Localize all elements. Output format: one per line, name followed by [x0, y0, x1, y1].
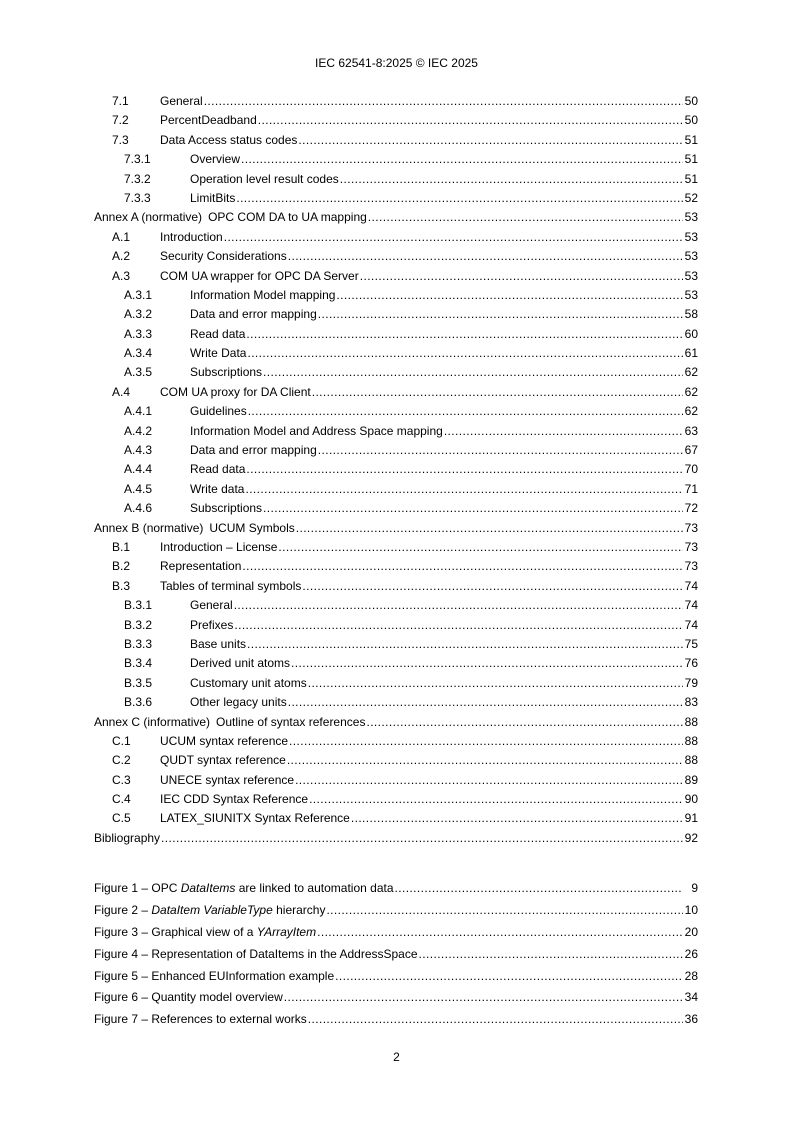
toc-entry[interactable]	[94, 286, 698, 305]
toc-entry-title: Information Model mapping	[190, 287, 336, 302]
toc-entry-page: 52	[684, 190, 698, 205]
dot-leader	[288, 693, 683, 712]
toc-entry-number: C.4	[112, 792, 131, 807]
toc-entry-number: B.3.3	[124, 636, 153, 651]
toc-entry-page: 63	[684, 423, 698, 438]
toc-entry-page: 53	[684, 229, 698, 244]
dot-leader	[248, 402, 683, 421]
toc-entry-number: Annex A (normative)	[94, 210, 203, 225]
toc-entry[interactable]	[94, 441, 698, 460]
dot-leader	[368, 208, 683, 227]
dot-leader	[263, 363, 683, 382]
toc-entry[interactable]	[94, 538, 698, 557]
toc-entry-title: COM UA wrapper for OPC DA Server	[160, 268, 359, 283]
toc-entry-number: A.4.6	[124, 501, 153, 516]
toc-entry-number: A.4.3	[124, 443, 153, 458]
dot-leader	[224, 228, 683, 247]
toc-entry-number: Annex C (informative)	[94, 714, 211, 729]
dot-leader	[289, 732, 683, 751]
toc-entry-page: 73	[684, 520, 698, 535]
toc-entry-page: 53	[684, 210, 698, 225]
figure-title-emphasis: YArrayItem	[256, 924, 317, 939]
dot-leader	[318, 441, 683, 460]
toc-entry-page: 51	[684, 171, 698, 186]
toc-entry[interactable]	[94, 519, 698, 538]
toc-entry-title: Information Model and Address Space mapping	[190, 423, 443, 438]
toc-entry-number: 7.1	[112, 94, 129, 108]
toc-entry-number: A.3.2	[124, 307, 153, 322]
toc-entry-title: Introduction	[160, 229, 223, 244]
dot-leader	[204, 92, 683, 111]
toc-entry-page: 62	[684, 365, 698, 380]
toc-entry[interactable]	[94, 363, 698, 382]
list-of-figures	[94, 878, 698, 1031]
toc-entry-page: 53	[684, 268, 698, 283]
figure-entry-page: 36	[684, 1012, 698, 1027]
toc-entry-number: 7.3	[112, 132, 129, 147]
toc-entry-page: 60	[684, 326, 698, 341]
toc-entry-number: B.3	[112, 578, 131, 593]
toc-entry-page: 50	[684, 94, 698, 108]
figure-title-emphasis: DataItems	[180, 881, 236, 895]
figure-entry-title	[94, 900, 325, 922]
toc-entry-number: A.4.4	[124, 462, 153, 477]
figure-entry-title	[94, 922, 316, 944]
dot-leader	[296, 519, 683, 538]
toc-entry-title: Data and error mapping	[190, 307, 317, 322]
toc-entry-page: 72	[684, 501, 698, 516]
toc-entry[interactable]	[94, 460, 698, 479]
toc-entry-page: 74	[684, 617, 698, 632]
toc-entry-title: Write Data	[190, 346, 247, 361]
toc-entry[interactable]	[94, 111, 698, 130]
toc-entry-title: Subscriptions	[190, 365, 263, 380]
toc-entry[interactable]	[94, 189, 698, 208]
figure-entry-title	[94, 966, 334, 988]
toc-entry[interactable]	[94, 616, 698, 635]
dot-leader	[245, 480, 683, 499]
toc-entry[interactable]	[94, 305, 698, 324]
toc-entry-title: LATEX_SIUNITX Syntax Reference	[160, 811, 350, 826]
toc-entry[interactable]	[94, 635, 698, 654]
toc-entry-number: A.3	[112, 268, 131, 283]
dot-leader	[308, 1009, 683, 1031]
dot-leader	[284, 987, 683, 1009]
toc-entry-page: 89	[684, 772, 698, 787]
figure-entry-title	[94, 944, 418, 966]
toc-entry-number: B.3.5	[124, 675, 153, 690]
toc-entry-number: C.1	[112, 733, 131, 748]
toc-entry[interactable]	[94, 170, 698, 189]
dot-leader	[312, 383, 683, 402]
toc-entry[interactable]	[94, 654, 698, 673]
toc-entry-title: COM UA proxy for DA Client	[160, 384, 311, 399]
dot-leader	[335, 966, 683, 988]
toc-entry-page: 53	[684, 287, 698, 302]
dot-leader	[295, 771, 683, 790]
toc-entry-title: UNECE syntax reference	[160, 772, 295, 787]
dot-leader	[419, 944, 683, 966]
toc-entry-title: Operation level result codes	[190, 171, 339, 186]
toc-entry-title: Subscriptions	[190, 501, 263, 516]
toc-entry-title: Tables of terminal symbols	[160, 578, 302, 593]
toc-entry[interactable]	[94, 131, 698, 150]
toc-entry-title: OPC COM DA to UA mapping	[208, 210, 367, 225]
toc-entry-title: Write data	[190, 481, 245, 496]
toc-entry-page: 70	[684, 462, 698, 477]
dot-leader	[246, 325, 683, 344]
toc-entry[interactable]	[94, 92, 698, 111]
toc-entry[interactable]	[94, 674, 698, 693]
dot-leader	[288, 247, 683, 266]
dot-leader	[161, 829, 683, 848]
toc-entry-title: Customary unit atoms	[190, 675, 307, 690]
figure-entry[interactable]	[94, 900, 698, 922]
toc-entry-page: 61	[684, 346, 698, 361]
toc-entry-number: 7.3.2	[124, 171, 151, 186]
toc-entry-number: 7.3.1	[124, 152, 151, 167]
page-header: IEC 62541-8:2025 © IEC 2025	[315, 56, 478, 70]
dot-leader	[318, 305, 683, 324]
figure-title-text: Figure 7 – References to external works	[94, 1012, 307, 1027]
toc-entry-title: Data Access status codes	[160, 132, 298, 147]
toc-entry-number: A.1	[112, 229, 131, 244]
dot-leader	[287, 751, 683, 770]
toc-entry-page: 58	[684, 307, 698, 322]
toc-entry-title: Overview	[190, 152, 241, 167]
toc-entry-title: Read data	[190, 462, 246, 477]
dot-leader	[234, 616, 683, 635]
dot-leader	[302, 577, 683, 596]
toc-entry-title: UCUM Symbols	[209, 520, 295, 535]
dot-leader	[366, 713, 683, 732]
toc-entry-title: Bibliography	[94, 830, 161, 845]
figure-entry-page: 26	[684, 946, 698, 961]
toc-entry-page: 90	[684, 792, 698, 807]
toc-entry-number: Annex B (normative)	[94, 520, 204, 535]
toc-entry-title: QUDT syntax reference	[160, 753, 286, 768]
figure-title-text: Figure 6 – Quantity model overview	[94, 990, 283, 1005]
toc-entry[interactable]	[94, 499, 698, 518]
toc-entry-page: 76	[684, 656, 698, 671]
dot-leader	[326, 900, 683, 922]
toc-entry-number: C.3	[112, 772, 131, 787]
toc-entry[interactable]	[94, 596, 698, 615]
toc-entry-page: 51	[684, 132, 698, 147]
toc-entry-page: 62	[684, 384, 698, 399]
toc-entry-number: A.3.1	[124, 287, 153, 302]
toc-entry-page: 51	[684, 152, 698, 167]
figure-entry-page: 20	[684, 924, 698, 939]
toc-entry-page: 88	[684, 753, 698, 768]
toc-entry-title: UCUM syntax reference	[160, 733, 289, 748]
toc-entry-page: 75	[684, 636, 698, 651]
toc-entry-number: B.3.4	[124, 656, 153, 671]
toc-entry-title: Derived unit atoms	[190, 656, 291, 671]
dot-leader	[309, 790, 683, 809]
figure-entry-page: 9	[691, 881, 698, 895]
toc-entry[interactable]	[94, 150, 698, 169]
figure-title-text: are linked to automation data	[235, 881, 394, 895]
dot-leader	[444, 422, 683, 441]
toc-entry-title: General	[160, 94, 203, 108]
toc-entry-number: A.4.2	[124, 423, 153, 438]
toc-entry-number: B.3.1	[124, 598, 153, 613]
toc-entry-page: 73	[684, 559, 698, 574]
figure-entry-page: 10	[684, 902, 698, 917]
toc-entry-title: Prefixes	[190, 617, 234, 632]
toc-entry-page: 74	[684, 598, 698, 613]
toc-entry[interactable]	[94, 422, 698, 441]
dot-leader	[241, 150, 683, 169]
toc-entry-page: 91	[684, 811, 698, 826]
table-of-contents	[94, 92, 698, 848]
toc-entry-number: A.3.4	[124, 346, 153, 361]
toc-entry[interactable]	[94, 383, 698, 402]
toc-entry[interactable]	[94, 577, 698, 596]
toc-entry[interactable]	[94, 713, 698, 732]
figure-entry[interactable]	[94, 944, 698, 966]
toc-entry-number: A.4.5	[124, 481, 153, 496]
toc-entry[interactable]	[94, 557, 698, 576]
dot-leader	[258, 111, 683, 130]
figure-entry[interactable]	[94, 966, 698, 988]
toc-entry[interactable]	[94, 228, 698, 247]
toc-entry-page: 71	[684, 481, 698, 496]
toc-entry-number: B.1	[112, 539, 131, 554]
toc-entry[interactable]	[94, 247, 698, 266]
toc-entry-title: PercentDeadband	[160, 113, 257, 128]
figure-entry[interactable]	[94, 1009, 698, 1031]
toc-entry-page: 88	[684, 733, 698, 748]
toc-entry[interactable]	[94, 208, 698, 227]
toc-entry-number: A.2	[112, 249, 131, 264]
toc-entry-title: IEC CDD Syntax Reference	[160, 792, 309, 807]
toc-entry[interactable]	[94, 809, 698, 828]
toc-entry-number: C.2	[112, 753, 131, 768]
dot-leader	[336, 286, 683, 305]
dot-leader	[247, 344, 683, 363]
toc-entry-title: General	[190, 598, 233, 613]
toc-entry-page: 74	[684, 578, 698, 593]
figure-entry-page: 28	[684, 968, 698, 983]
figure-entry[interactable]	[94, 987, 698, 1009]
toc-entry-number: 7.2	[112, 113, 129, 128]
toc-entry-number: B.2	[112, 559, 131, 574]
toc-entry[interactable]	[94, 693, 698, 712]
page-number: 2	[393, 1050, 400, 1064]
dot-leader	[308, 674, 683, 693]
toc-entry-page: 50	[684, 113, 698, 128]
figure-title-text: Figure 3 – Graphical view of a	[94, 924, 257, 939]
dot-leader	[246, 460, 683, 479]
dot-leader	[298, 131, 683, 150]
figure-entry-page: 34	[684, 990, 698, 1005]
toc-entry-number: A.3.3	[124, 326, 153, 341]
figure-title-text: hierarchy	[272, 902, 326, 917]
dot-leader	[340, 170, 683, 189]
toc-entry[interactable]	[94, 732, 698, 751]
dot-leader	[242, 557, 683, 576]
toc-entry-number: 7.3.3	[124, 190, 151, 205]
toc-entry[interactable]	[94, 325, 698, 344]
toc-entry-title: Introduction – License	[160, 539, 278, 554]
figure-title-text: Figure 5 – Enhanced EUInformation example	[94, 968, 335, 983]
toc-entry-title: Read data	[190, 326, 246, 341]
dot-leader	[234, 596, 683, 615]
toc-entry-page: 83	[684, 695, 698, 710]
toc-entry-page: 92	[684, 830, 698, 845]
figure-entry[interactable]	[94, 878, 698, 900]
figure-entry-title	[94, 878, 394, 900]
toc-entry-number: A.4	[112, 384, 131, 399]
dot-leader	[395, 878, 684, 900]
toc-entry[interactable]	[94, 402, 698, 421]
toc-entry-title: Guidelines	[190, 404, 247, 419]
toc-entry-number: C.5	[112, 811, 131, 826]
dot-leader	[263, 499, 683, 518]
dot-leader	[247, 635, 683, 654]
toc-entry-title: Representation	[160, 559, 242, 574]
toc-entry-number: B.3.2	[124, 617, 153, 632]
toc-entry-title: Security Considerations	[160, 249, 287, 264]
toc-entry-page: 88	[684, 714, 698, 729]
figure-entry-title	[94, 1009, 307, 1031]
dot-leader	[351, 809, 683, 828]
toc-entry-page: 79	[684, 675, 698, 690]
toc-entry[interactable]	[94, 480, 698, 499]
toc-entry-page: 67	[684, 443, 698, 458]
toc-entry-title: LimitBits	[190, 190, 236, 205]
toc-entry[interactable]	[94, 829, 698, 848]
toc-entry[interactable]	[94, 771, 698, 790]
toc-entry-title: Base units	[190, 636, 247, 651]
dot-leader	[360, 267, 683, 286]
figure-entry[interactable]	[94, 922, 698, 944]
toc-entry[interactable]	[94, 267, 698, 286]
dot-leader	[317, 922, 683, 944]
toc-entry-title: Outline of syntax references	[216, 714, 366, 729]
figure-title-text: Figure 4 – Representation of DataItems in the AddressSpace	[94, 946, 418, 961]
toc-entry-page: 62	[684, 404, 698, 419]
toc-entry[interactable]	[94, 790, 698, 809]
figure-entry-title	[94, 987, 283, 1009]
toc-entry-title: Other legacy units	[190, 695, 287, 710]
dot-leader	[278, 538, 683, 557]
dot-leader	[236, 189, 683, 208]
figure-title-emphasis: DataItem VariableType	[151, 902, 273, 917]
dot-leader	[291, 654, 683, 673]
toc-entry-page: 73	[684, 539, 698, 554]
toc-entry[interactable]	[94, 344, 698, 363]
figure-title-text: Figure 2 –	[94, 902, 152, 917]
toc-entry-title: Data and error mapping	[190, 443, 317, 458]
toc-entry[interactable]	[94, 751, 698, 770]
toc-entry-number: A.4.1	[124, 404, 153, 419]
toc-entry-number: B.3.6	[124, 695, 153, 710]
figure-title-text: Figure 1 – OPC	[94, 881, 181, 895]
toc-entry-page: 53	[684, 249, 698, 264]
toc-entry-number: A.3.5	[124, 365, 153, 380]
